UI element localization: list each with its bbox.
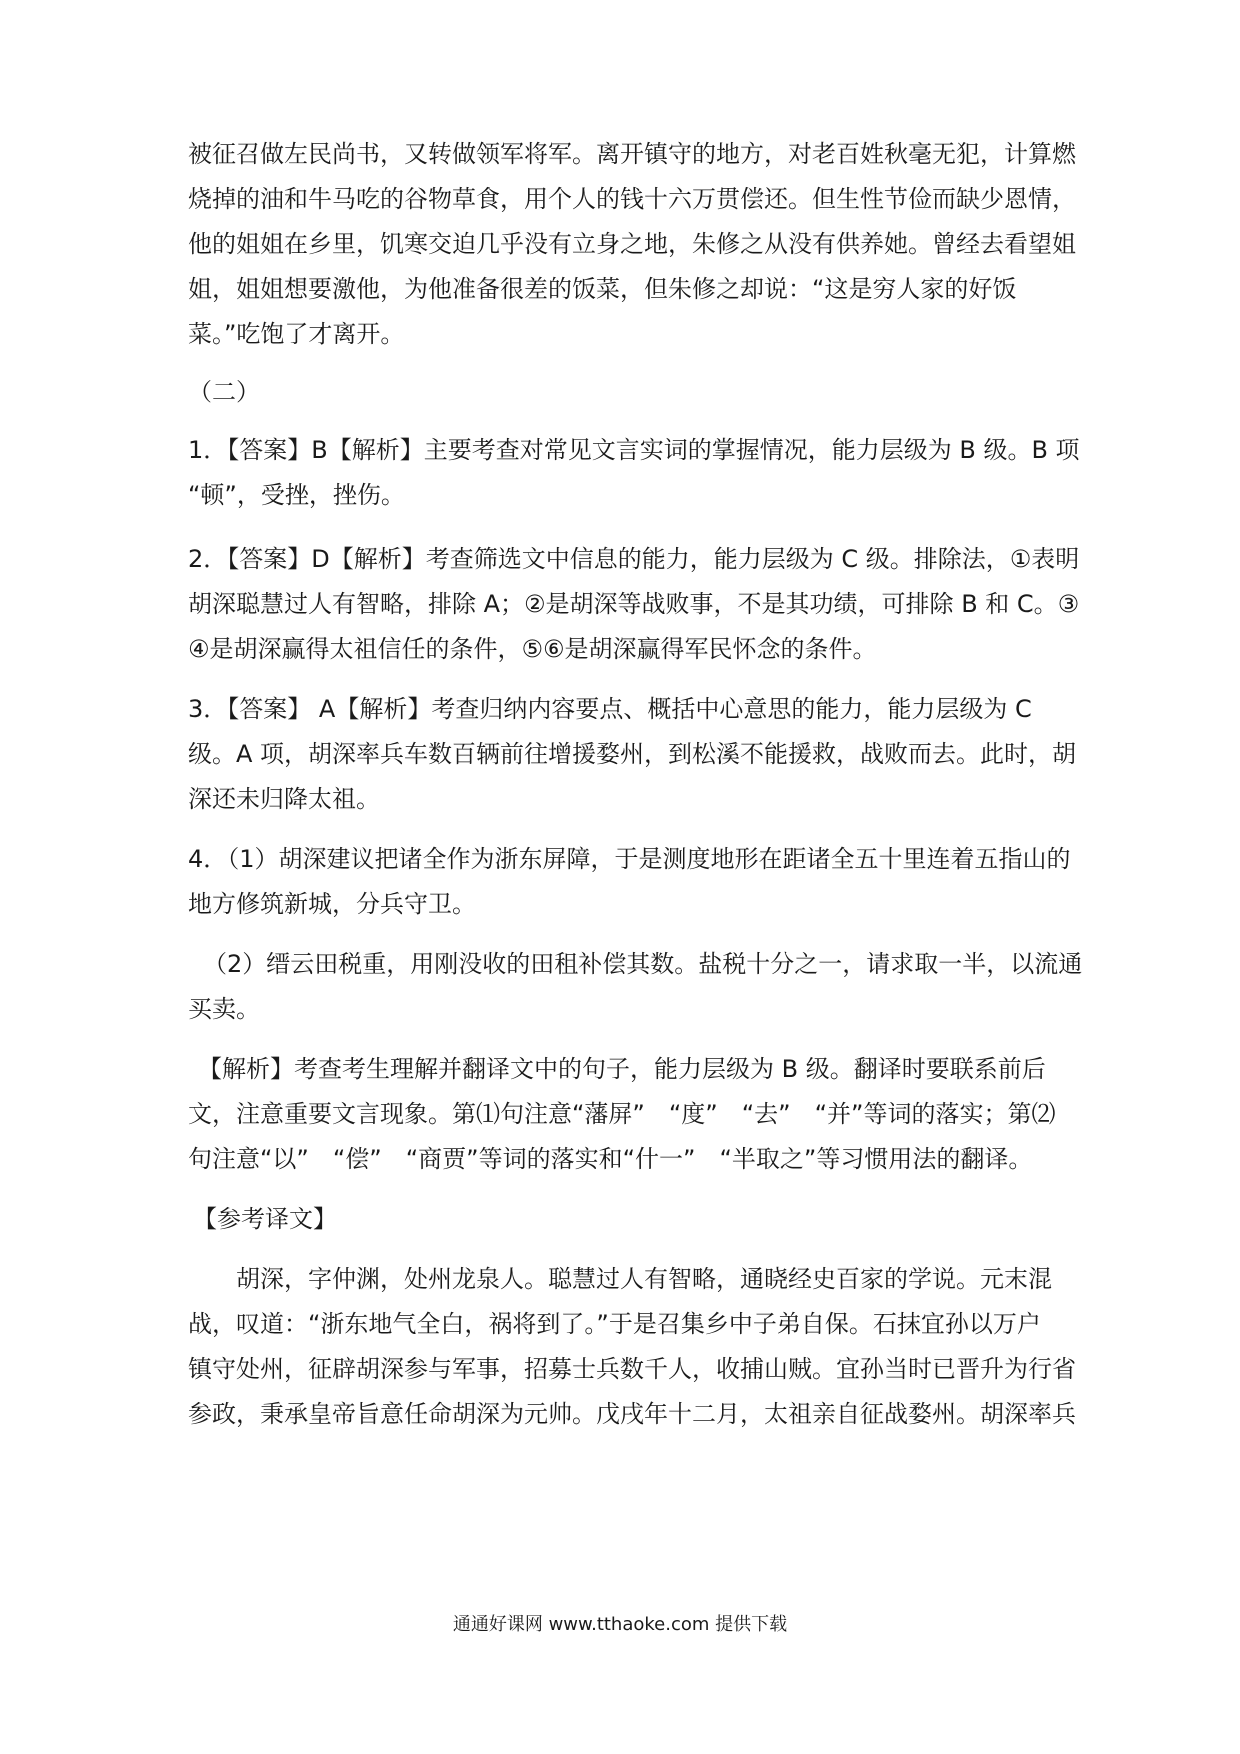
translation-line: 参政，秉承皇帝旨意任命胡深为元帅。戊戌年十二月，太祖亲自征战婺州。胡深率兵	[188, 1400, 1076, 1428]
text-line: 烧掉的油和牛马吃的谷物草食，用个人的钱十六万贯偿还。但生性节俭而缺少恩情，	[188, 185, 1076, 213]
answer-2-line: 2．【答案】D【解析】考查筛选文中信息的能力，能力层级为 C 级。排除法，①表明	[188, 545, 1080, 573]
answer-4-line: 地方修筑新城，分兵守卫。	[188, 890, 476, 918]
answer-2-line: 胡深聪慧过人有智略，排除 A；②是胡深等战败事，不是其功绩，可排除 B 和 C。③	[188, 590, 1080, 618]
section-heading: （二）	[188, 378, 260, 406]
text-line: 被征召做左民尚书，又转做领军将军。离开镇守的地方，对老百姓秋毫无犯，计算燃	[188, 140, 1076, 168]
answer-4-line: （2）缙云田税重，用刚没收的田租补偿其数。盐税十分之一，请求取一半，以流通	[203, 950, 1083, 978]
page-footer: 通通好课网 www.tthaoke.com 提供下载	[452, 1614, 788, 1635]
text-line: 姐，姐姐想要激他，为他准备很差的饭菜，但朱修之却说：“这是穷人家的好饭	[188, 275, 1017, 303]
text-line: 他的姐姐在乡里，饥寒交迫几乎没有立身之地，朱修之从没有供养她。曾经去看望姐	[188, 230, 1076, 258]
translation-line: 战，叹道：“浙东地气全白，祸将到了。”于是召集乡中子弟自保。石抹宜孙以万户	[188, 1310, 1041, 1338]
answer-2-line: ④是胡深赢得太祖信任的条件，⑤⑥是胡深赢得军民怀念的条件。	[188, 635, 877, 663]
answer-3-line: 深还未归降太祖。	[188, 785, 380, 813]
analysis-line: 文，注意重要文言现象。第⑴句注意“藩屏” “度” “去” “并”等词的落实；第⑵	[188, 1100, 1056, 1128]
translation-line: 胡深，字仲渊，处州龙泉人。聪慧过人有智略，通晓经史百家的学说。元末混	[236, 1265, 1052, 1293]
text-line: 菜。”吃饱了才离开。	[188, 320, 405, 348]
answer-4-line: 买卖。	[188, 995, 260, 1023]
answer-3-line: 3．【答案】 A【解析】考查归纳内容要点、概括中心意思的能力，能力层级为 C	[188, 695, 1032, 723]
answer-4-line: 4．（1）胡深建议把诸全作为浙东屏障，于是测度地形在距诸全五十里连着五指山的	[188, 845, 1071, 873]
answer-1-line: “顿”，受挫，挫伤。	[188, 481, 405, 509]
answer-1-line: 1．【答案】B【解析】主要考查对常见文言实词的掌握情况，能力层级为 B 级。B 项	[188, 436, 1080, 464]
answer-3-line: 级。A 项，胡深率兵车数百辆前往增援婺州，到松溪不能援救，战败而去。此时，胡	[188, 740, 1077, 768]
translation-heading: 【参考译文】	[193, 1205, 337, 1233]
analysis-line: 句注意“以” “偿” “商贾”等词的落实和“什一” “半取之”等习惯用法的翻译。	[188, 1145, 1033, 1173]
translation-line: 镇守处州，征辟胡深参与军事，招募士兵数千人，收捕山贼。宜孙当时已晋升为行省	[188, 1355, 1076, 1383]
analysis-line: 【解析】考查考生理解并翻译文中的句子，能力层级为 B 级。翻译时要联系前后	[198, 1055, 1046, 1083]
